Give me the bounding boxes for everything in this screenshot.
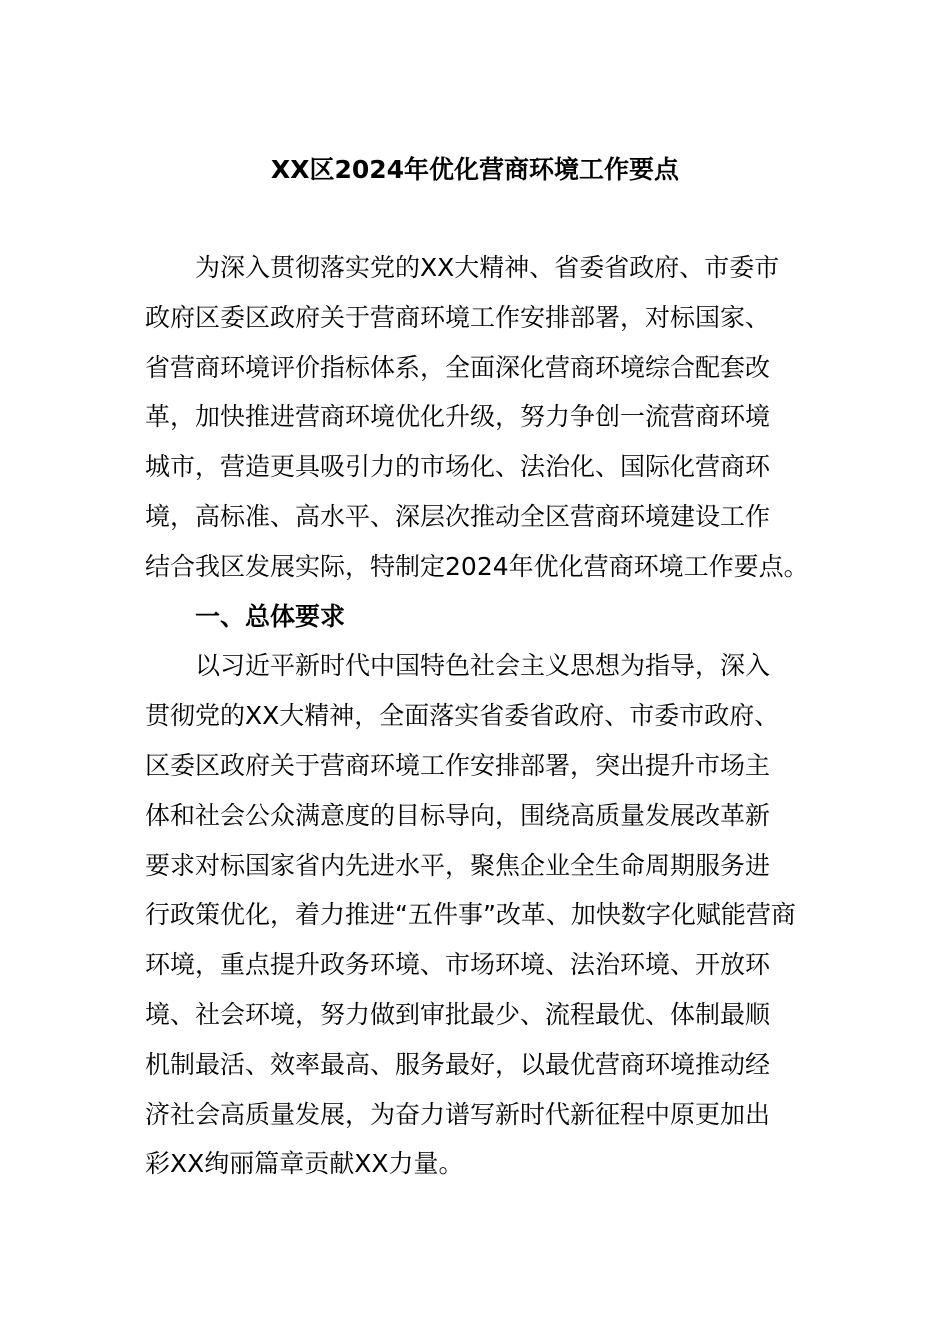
paragraph-line: 济社会高质量发展，为奋力谱写新时代新征程中原更加出 (145, 1099, 771, 1129)
paragraph-line: 结合我区发展实际，特制定2024年优化营商环境工作要点。 (145, 551, 809, 581)
paragraph-general-requirements (145, 641, 810, 1189)
paragraph-line: 要求对标国家省内先进水平，聚焦企业全生命周期服务进 (145, 850, 771, 880)
paragraph-line: 政府区委区政府关于营商环境工作安排部署，对标国家、 (145, 302, 771, 332)
paragraph-line: 以习近平新时代中国特色社会主义思想为指导，深入 (195, 651, 771, 681)
paragraph-line: 境，高标准、高水平、深层次推动全区营商环境建设工作 (145, 501, 771, 531)
paragraph-line: 为深入贯彻落实党的XX大精神、省委省政府、市委市 (195, 253, 780, 282)
paragraph-line: 彩XX绚丽篇章贡献XX力量。 (145, 1149, 464, 1179)
paragraph-line: 革，加快推进营商环境优化升级，努力争创一流营商环境 (145, 402, 771, 432)
document-title: XX区2024年优化营商环境工作要点 (270, 155, 680, 184)
paragraph-line: 环境，重点提升政务环境、市场环境、法治环境、开放环 (145, 950, 771, 980)
paragraph-line: 体和社会公众满意度的目标导向，围绕高质量发展改革新 (145, 800, 771, 830)
section-heading: 一、总体要求 (195, 601, 346, 631)
paragraph-line: 行政策优化，着力推进“五件事”改革、加快数字化赋能营商 (145, 900, 796, 930)
paragraph-intro (145, 243, 810, 592)
paragraph-line: 机制最活、效率最高、服务最好，以最优营商环境推动经 (145, 1049, 771, 1079)
document-body (145, 243, 810, 1189)
paragraph-line: 贯彻党的XX大精神，全面落实省委省政府、市委市政府、 (145, 701, 780, 731)
paragraph-line: 境、社会环境，努力做到审批最少、流程最优、体制最顺 (145, 999, 771, 1029)
paragraph-line: 区委区政府关于营商环境工作安排部署，突出提升市场主 (145, 750, 771, 780)
paragraph-line: 省营商环境评价指标体系，全面深化营商环境综合配套改 (145, 352, 771, 382)
paragraph-line: 城市，营造更具吸引力的市场化、法治化、国际化营商环 (145, 452, 771, 482)
